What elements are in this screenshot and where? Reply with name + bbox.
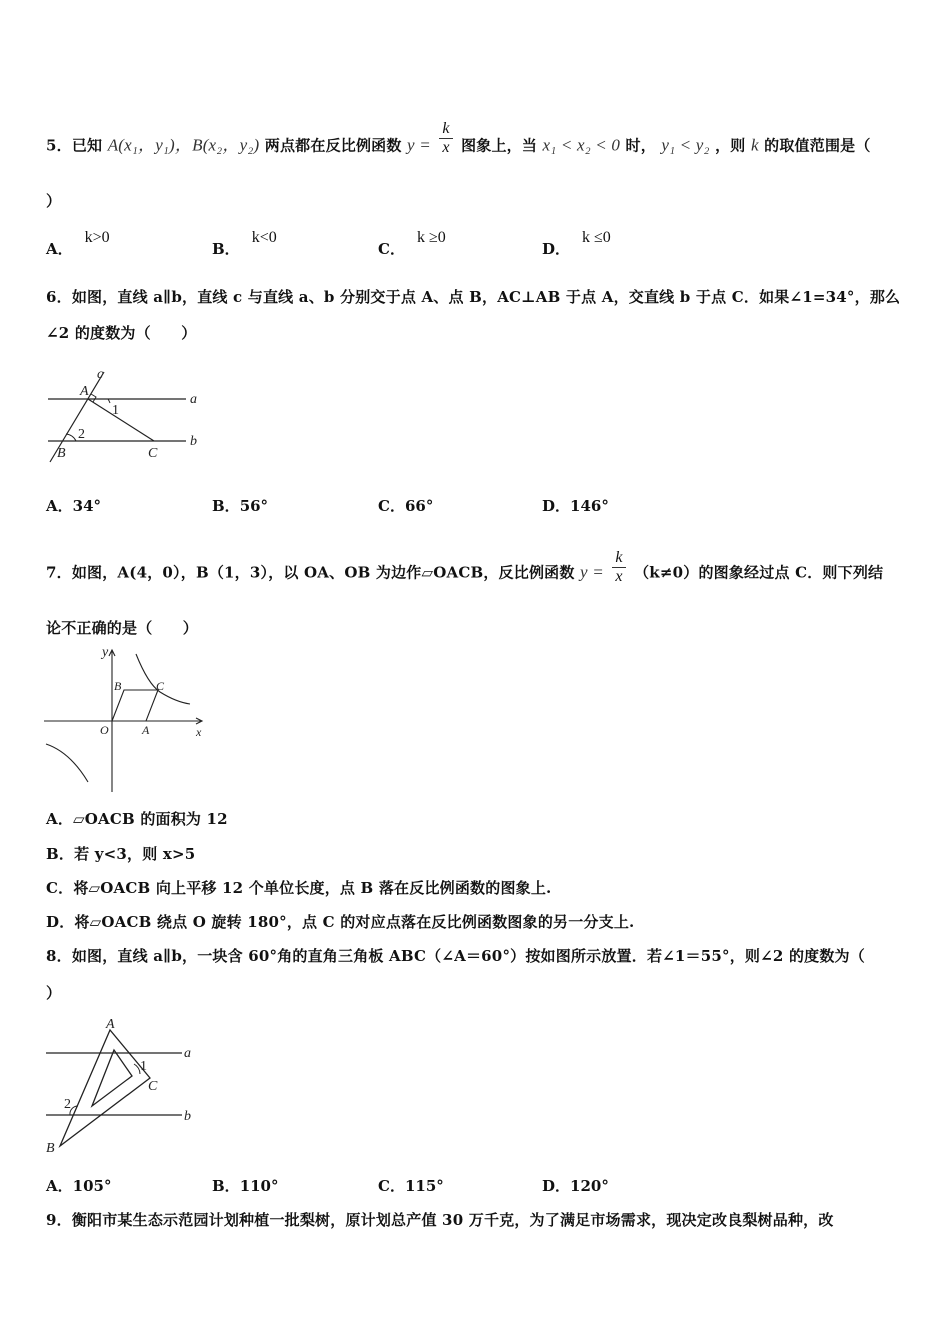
q8-label-B: B xyxy=(46,1141,55,1156)
q6-label-C: C xyxy=(148,446,158,461)
q5-fraction: $\frac{k}{x}$ xyxy=(439,120,452,157)
q7-label-x: x xyxy=(196,725,202,739)
q9-line1: 9．衡阳市某生态示范园计划种植一批梨树，原计划总产值 30 万千克，为了满足市场需求，现决定改良梨树品种，改 xyxy=(46,1211,834,1229)
q7-figure xyxy=(40,644,210,796)
q6-label-c: c xyxy=(97,367,104,382)
q7-label-A: A xyxy=(142,723,150,737)
q7-fraction: $\frac{k}{x}$ xyxy=(612,549,625,586)
q7-label-y: y xyxy=(102,645,109,660)
q8-label-1: 1 xyxy=(140,1059,147,1074)
q8-option-b: B．110° xyxy=(212,1177,279,1195)
q6-figure xyxy=(40,362,210,466)
q8-label-A: A xyxy=(106,1017,115,1032)
q7-label-O: O xyxy=(100,723,109,737)
q6-line2: ∠2 的度数为（ ） xyxy=(46,324,197,342)
q6-option-c: C．66° xyxy=(378,497,434,515)
q8-label-a: a xyxy=(184,1046,191,1061)
q8-option-c: C．115° xyxy=(378,1177,444,1195)
q8-label-2: 2 xyxy=(64,1097,71,1112)
q7-label-C: C xyxy=(156,679,165,693)
q5-option-c: C．k ≥0 xyxy=(378,229,446,258)
q8-label-C: C xyxy=(148,1079,158,1094)
q5-points: A(x₁，y₁)，B(x₂，y₂) xyxy=(107,135,260,155)
q6-option-a: A．34° xyxy=(46,497,102,515)
q6-label-A: A xyxy=(80,384,89,399)
q7-choice-a: A．▱OACB 的面积为 12 xyxy=(46,810,228,828)
q6-label-2: 2 xyxy=(78,427,85,442)
q8-triangle-outer xyxy=(60,1030,150,1146)
q7-line2: 论不正确的是（ ） xyxy=(46,619,199,637)
q7-choice-c: C．将▱OACB 向上平移 12 个单位长度，点 B 落在反比例函数的图象上. xyxy=(46,879,552,897)
q7-line1: 7．如图，A(4，0），B（1，3），以 OA、OB 为边作▱OACB，反比例函数 y = $\frac{k}{x}$ （k≠0）的图象经过点 C．则下列结 xyxy=(46,549,884,585)
q7-hyperbola-branch-2 xyxy=(46,744,88,782)
q8-line2: ） xyxy=(46,984,62,1002)
q6-segment-ac xyxy=(88,399,154,441)
q7-choice-b: B．若 y<3，则 x>5 xyxy=(46,845,196,863)
q5-line2: ） xyxy=(46,192,62,210)
q6-label-B: B xyxy=(57,446,66,461)
q6-label-1: 1 xyxy=(112,403,119,418)
q7-choice-d: D．将▱OACB 绕点 O 旋转 180°，点 C 的对应点落在反比例函数图象的另一分支上. xyxy=(46,913,635,931)
q6-label-a: a xyxy=(190,392,197,407)
q5-option-d: D．k ≤0 xyxy=(542,229,611,258)
q7-parallelogram xyxy=(112,690,158,721)
q6-label-b: b xyxy=(190,434,197,449)
q8-option-d: D．120° xyxy=(542,1177,609,1195)
q5-line1: 5．已知 A(x₁，y₁)，B(x₂，y₂) 两点都在反比例函数 y = $\frac{k}{x}$ 图象上，当 x₁ < x₂ < 0 时， y₁ < y₂ ，则 k 的取值范围是（ xyxy=(46,120,871,156)
q6-option-d: D．146° xyxy=(542,497,609,515)
q5-option-a: A．k>0 xyxy=(46,229,110,258)
q8-line1: 8．如图，直线 a∥b，一块含 60°角的直角三角板 ABC（∠A＝60°）按如图所示放置．若∠1＝55°，则∠2 的度数为（ xyxy=(46,947,865,965)
q8-option-a: A．105° xyxy=(46,1177,112,1195)
q6-option-b: B．56° xyxy=(212,497,269,515)
q8-label-b: b xyxy=(184,1109,191,1124)
q6-angle1-arc xyxy=(108,399,110,403)
q6-line1: 6．如图，直线 a∥b，直线 c 与直线 a、b 分别交于点 A、点 B，AC⊥AB 于点 A，交直线 b 于点 C．如果∠1=34°，那么 xyxy=(46,288,901,306)
q5-option-b: B．k<0 xyxy=(212,229,277,258)
q8-figure xyxy=(40,1014,210,1158)
q6-angle2-arc xyxy=(66,434,76,441)
q7-label-B: B xyxy=(114,679,122,693)
